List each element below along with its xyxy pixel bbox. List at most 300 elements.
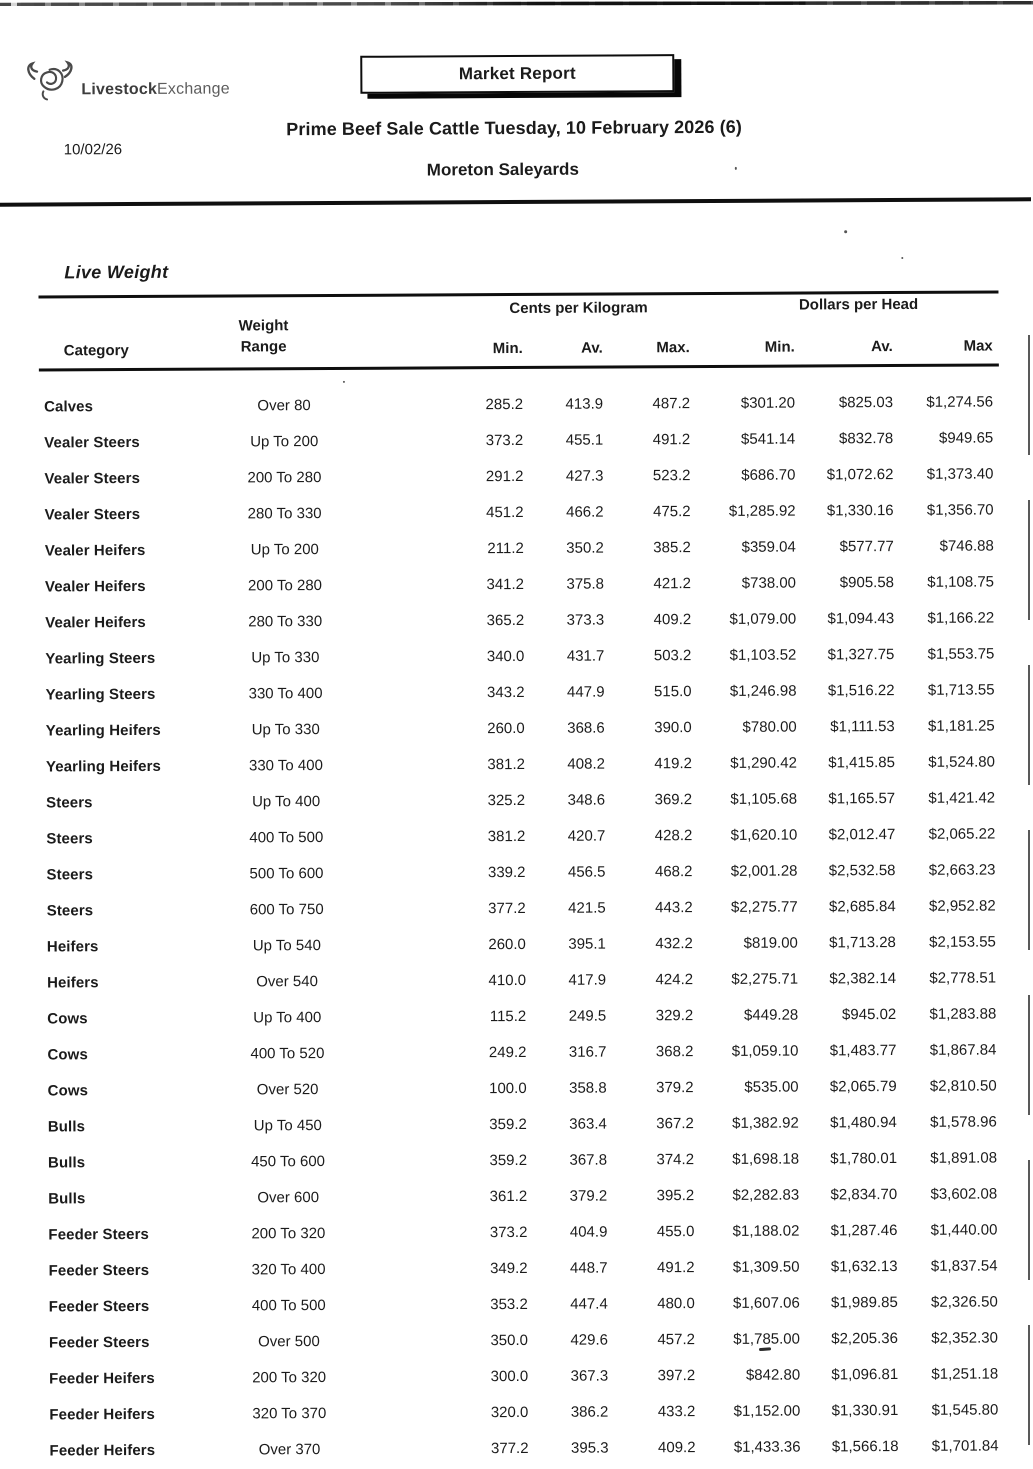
category-cell: Vealer Steers [44,505,141,523]
report-title: Prime Beef Sale Cattle Tuesday, 10 February 2026 (6) [286,116,743,140]
dph-av-cell: $1,072.62 [826,465,894,483]
weight-range-cell: Up To 540 [252,936,321,954]
cpk-min-cell: 340.0 [486,647,525,665]
table-row [42,923,1002,964]
weight-range-cell: 330 To 400 [248,684,323,702]
dph-min-cell: $2,275.71 [731,970,799,988]
dph-min-cell: $1,079.00 [729,610,797,628]
section-title-live-weight: Live Weight [64,261,169,283]
dph-av-cell: $1,483.77 [829,1041,897,1059]
cpk-av-cell: 379.2 [569,1187,608,1205]
category-cell: Steers [46,901,94,919]
dph-max-cell: $949.65 [938,429,994,447]
cpk-max-cell: 419.2 [654,754,692,772]
category-cell: Heifers [46,937,99,955]
cpk-max-cell: 523.2 [652,466,691,484]
scan-speck [844,230,847,233]
weight-range-cell: 500 To 600 [249,864,324,882]
dph-max-cell: $1,274.56 [926,393,994,411]
category-cell: Steers [46,793,93,811]
table-row [39,383,999,424]
col-header-cpk-av: Av. [581,339,603,357]
category-cell: Feeder Heifers [49,1405,156,1423]
dph-min-cell: $819.00 [743,934,798,952]
category-cell: Yearling Heifers [45,721,161,739]
cpk-av-cell: 249.5 [568,1007,607,1025]
cpk-av-cell: 431.7 [566,647,605,665]
table-row [43,1139,1003,1180]
dph-min-cell: $1,246.98 [729,682,797,700]
dph-min-cell: $535.00 [744,1078,799,1096]
table-row [43,1103,1003,1144]
dph-av-cell: $1,094.43 [827,609,895,627]
dph-av-cell: $577.77 [839,537,894,555]
table-row [44,1283,1004,1324]
weight-range-cell: Over 600 [257,1188,320,1206]
cpk-min-cell: 381.2 [487,827,526,845]
dph-min-cell: $1,290.42 [730,754,797,772]
dph-min-cell: $1,607.06 [732,1294,800,1312]
dph-av-cell: $2,065.79 [829,1077,897,1095]
table-row [40,635,1000,676]
table-row [44,1427,1004,1468]
weight-range-cell: Up To 200 [250,540,319,558]
dph-max-cell: $2,153.55 [929,932,996,951]
cpk-av-cell: 429.6 [570,1331,609,1349]
scan-speck [735,167,737,170]
cpk-max-cell: 515.0 [653,682,692,700]
category-cell: Yearling Heifers [45,757,161,775]
cpk-min-cell: 249.2 [488,1043,527,1061]
dph-av-cell: $945.02 [841,1005,897,1023]
cpk-min-cell: 373.2 [485,431,524,449]
category-cell: Feeder Steers [48,1225,149,1243]
cpk-max-cell: 432.2 [655,934,693,952]
weight-range-cell: 280 To 330 [248,612,323,630]
col-header-cpk-max: Max. [656,339,690,357]
cpk-av-cell: 367.8 [569,1151,608,1169]
dph-max-cell: $1,837.54 [930,1256,998,1275]
dph-max-cell: $1,713.55 [927,680,995,699]
dph-max-cell: $1,421.42 [928,788,996,807]
dph-min-cell: $1,382.92 [732,1114,799,1132]
category-cell: Cows [47,1081,89,1099]
col-header-range: Range [240,338,287,356]
cpk-max-cell: 369.2 [654,790,693,808]
dph-av-cell: $2,382.14 [829,969,897,987]
dph-av-cell: $1,287.46 [830,1221,898,1239]
dph-av-cell: $1,989.85 [830,1293,898,1311]
col-header-dph-av: Av. [871,338,893,356]
dph-min-cell: $541.14 [740,430,796,448]
dph-av-cell: $2,205.36 [831,1329,898,1347]
cpk-min-cell: 285.2 [485,395,524,413]
table-row [40,563,1000,604]
cpk-min-cell: 291.2 [485,467,524,485]
dph-min-cell: $2,275.77 [730,898,798,916]
cpk-av-cell: 447.9 [566,683,605,701]
dph-min-cell: $1,152.00 [733,1402,801,1420]
dph-max-cell: $1,524.80 [928,752,995,771]
dph-av-cell: $1,096.81 [831,1365,899,1383]
category-cell: Vealer Heifers [44,541,146,559]
cpk-max-cell: 397.2 [657,1366,696,1384]
dph-av-cell: $1,632.13 [830,1257,898,1275]
cpk-min-cell: 100.0 [489,1079,527,1097]
weight-range-cell: 200 To 320 [252,1368,327,1386]
cpk-av-cell: 363.4 [569,1115,607,1133]
weight-range-cell: Over 500 [258,1332,320,1350]
cpk-min-cell: 381.2 [487,755,525,773]
category-cell: Cows [47,1009,88,1027]
weight-range-cell: 400 To 520 [250,1044,325,1062]
dph-max-cell: $2,352.30 [931,1328,998,1347]
dph-max-cell: $1,553.75 [927,644,995,663]
cpk-max-cell: 503.2 [653,646,692,664]
dph-av-cell: $1,566.18 [831,1437,899,1455]
cpk-min-cell: 260.0 [488,935,526,953]
cpk-max-cell: 480.0 [657,1294,695,1312]
category-cell: Bulls [48,1189,86,1207]
dph-max-cell: $1,251.18 [931,1364,999,1383]
dph-max-cell: $2,778.51 [929,968,997,987]
brand-text [81,81,230,104]
dph-av-cell: $832.78 [838,429,894,447]
cpk-max-cell: 487.2 [652,394,691,412]
dph-min-cell: $1,059.10 [731,1042,799,1060]
group-header-cents-per-kilogram: Cents per Kilogram [509,299,648,318]
cpk-av-cell: 417.9 [568,971,607,989]
dph-av-cell: $1,713.28 [829,933,896,951]
cpk-min-cell: 325.2 [487,791,526,809]
dph-max-cell: $2,810.50 [929,1076,997,1095]
scan-speck [901,257,903,259]
table-row [40,671,1000,712]
cpk-min-cell: 365.2 [486,611,525,629]
dph-min-cell: $780.00 [742,718,797,736]
dph-av-cell: $1,330.91 [831,1401,899,1419]
table-header [39,293,999,368]
weight-range-cell: Over 370 [258,1440,321,1458]
table-row [42,887,1002,928]
cpk-av-cell: 427.3 [565,467,604,485]
weight-range-cell: 320 To 370 [252,1404,327,1422]
cpk-min-cell: 451.2 [486,503,524,521]
dph-max-cell: $1,578.96 [930,1112,997,1131]
table-row [40,599,1000,640]
dph-max-cell: $2,952.82 [928,896,996,915]
weight-range-cell: 320 To 400 [251,1260,326,1278]
dph-av-cell: $2,012.47 [828,825,896,843]
weight-range-cell: Over 520 [256,1080,319,1098]
dph-min-cell: $1,188.02 [732,1222,800,1240]
weight-range-cell: 450 To 600 [250,1152,326,1170]
table-row [41,851,1001,892]
cpk-av-cell: 350.2 [566,539,604,557]
table-row [40,491,1000,532]
table-row [41,815,1001,856]
cpk-av-cell: 413.9 [565,395,604,413]
dph-max-cell: $1,545.80 [931,1400,999,1419]
category-cell: Steers [46,829,93,847]
weight-range-cell: Up To 330 [251,720,320,738]
dph-av-cell: $1,330.16 [826,501,894,519]
dph-max-cell: $1,373.40 [926,465,994,483]
cpk-av-cell: 404.9 [569,1223,608,1241]
weight-range-cell: 600 To 750 [249,900,324,918]
weight-range-cell: Up To 330 [251,648,320,666]
cpk-max-cell: 491.2 [656,1258,695,1276]
dph-min-cell: $1,620.10 [730,826,798,844]
cpk-av-cell: 368.6 [567,719,605,737]
dph-av-cell: $1,780.01 [830,1149,898,1167]
col-header-weight: Weight [238,316,289,334]
dph-max-cell: $746.88 [939,537,994,555]
dph-min-cell: $2,282.83 [732,1186,800,1204]
dph-max-cell: $1,891.08 [930,1148,998,1167]
cpk-min-cell: 353.2 [490,1295,528,1313]
category-cell: Vealer Steers [44,433,140,451]
dph-max-cell: $2,065.22 [928,824,996,843]
table-row [41,707,1001,748]
table-row [43,1211,1003,1252]
col-header-weight-range [239,315,289,359]
dph-max-cell: $1,283.88 [929,1004,997,1023]
table-row [43,1247,1003,1288]
cpk-max-cell: 368.2 [655,1042,694,1060]
cpk-min-cell: 260.0 [487,719,525,737]
weight-range-cell: Up To 450 [253,1116,322,1134]
dph-min-cell: $1,785.00 [733,1330,801,1348]
cpk-min-cell: 359.2 [489,1151,528,1169]
cpk-max-cell: 395.2 [656,1186,695,1204]
cpk-min-cell: 343.2 [486,683,525,701]
scanner-edge-artifact-right [1028,335,1030,1459]
cpk-av-cell: 466.2 [566,503,604,521]
category-cell: Heifers [47,973,99,991]
table-row [44,1391,1004,1432]
cpk-min-cell: 339.2 [487,863,526,881]
bull-head-icon [25,58,79,104]
table-body [39,366,1005,1468]
dph-min-cell: $1,103.52 [729,646,797,664]
category-cell: Bulls [47,1117,86,1135]
cpk-av-cell: 367.3 [570,1367,609,1385]
dph-min-cell: $1,285.92 [728,502,796,520]
dph-av-cell: $1,165.57 [828,789,896,807]
market-report-label: Market Report [458,63,576,84]
cpk-min-cell: 349.2 [489,1259,528,1277]
dph-min-cell: $1,433.36 [733,1438,801,1456]
dph-av-cell: $2,685.84 [828,897,896,915]
dph-min-cell: $738.00 [741,574,797,592]
category-cell: Vealer Steers [44,469,141,487]
dph-max-cell: $1,356.70 [926,501,994,519]
cpk-av-cell: 375.8 [566,575,605,593]
dph-max-cell: $1,701.84 [931,1436,999,1455]
cpk-av-cell: 358.8 [569,1079,607,1097]
cpk-max-cell: 421.2 [653,574,692,592]
dph-max-cell: $2,663.23 [928,860,996,879]
category-cell: Calves [44,397,94,415]
dph-av-cell: $1,327.75 [827,645,895,663]
dph-min-cell: $842.80 [745,1366,801,1384]
dph-max-cell: $1,181.25 [927,716,995,735]
table-row [44,1319,1004,1360]
dph-max-cell: $1,440.00 [930,1220,998,1239]
cpk-max-cell: 475.2 [653,502,691,520]
weight-range-cell: 200 To 280 [247,468,322,486]
cpk-max-cell: 443.2 [655,898,693,916]
cpk-min-cell: 300.0 [490,1367,529,1385]
category-cell: Feeder Heifers [49,1441,156,1459]
live-weight-table [38,290,1004,1468]
category-cell: Vealer Heifers [45,613,146,631]
col-header-cpk-min: Min. [492,339,523,358]
dph-max-cell: $1,108.75 [927,572,995,591]
cpk-max-cell: 374.2 [656,1150,695,1168]
category-cell: Cows [47,1045,88,1063]
cpk-max-cell: 409.2 [653,610,692,628]
dph-av-cell: $1,111.53 [830,717,895,735]
weight-range-cell: 280 To 330 [247,504,322,522]
weight-range-cell: Up To 400 [252,792,321,810]
cpk-max-cell: 491.2 [652,430,691,448]
category-cell: Feeder Steers [48,1333,150,1351]
group-header-dollars-per-head: Dollars per Head [798,295,919,314]
cpk-max-cell: 468.2 [654,862,693,880]
cpk-av-cell: 456.5 [567,863,606,881]
cpk-min-cell: 361.2 [489,1187,528,1205]
cpk-av-cell: 408.2 [567,755,605,773]
weight-range-cell: Up To 200 [250,432,319,450]
brand-text-bold: Livestock [81,80,158,99]
weight-range-cell: Up To 400 [253,1008,322,1026]
table-row [42,1031,1002,1072]
cpk-min-cell: 320.0 [490,1403,529,1421]
cpk-max-cell: 379.2 [656,1078,694,1096]
weight-range-cell: 400 To 500 [249,828,324,846]
brand-text-light: Exchange [156,80,230,98]
weight-range-cell: 330 To 400 [248,756,323,774]
cpk-min-cell: 350.0 [490,1331,529,1349]
category-cell: Steers [46,865,94,883]
dph-av-cell: $2,834.70 [830,1185,898,1203]
cpk-max-cell: 367.2 [656,1114,694,1132]
table-row [43,1067,1003,1108]
dph-max-cell: $2,326.50 [930,1292,998,1311]
cpk-max-cell: 433.2 [657,1402,696,1420]
category-cell: Feeder Steers [48,1261,150,1279]
cpk-av-cell: 386.2 [570,1403,609,1421]
table-row [40,527,1000,568]
dph-min-cell: $301.20 [740,394,796,412]
header-divider [0,197,1031,206]
cpk-max-cell: 455.0 [656,1222,695,1240]
cpk-av-cell: 373.3 [566,611,605,629]
cpk-av-cell: 395.3 [570,1439,609,1457]
table-row [43,1175,1003,1216]
dph-av-cell: $1,415.85 [828,753,895,771]
weight-range-cell: 200 To 280 [247,576,323,594]
category-cell: Bulls [47,1153,86,1171]
dph-max-cell: $3,602.08 [930,1184,998,1203]
cpk-max-cell: 428.2 [654,826,693,844]
table-row [41,743,1001,784]
table-row [41,779,1001,820]
scan-speck [343,381,345,383]
dph-min-cell: $1,698.18 [732,1150,800,1168]
col-header-dph-min: Min. [764,338,795,356]
cpk-min-cell: 377.2 [488,899,526,917]
col-header-category: Category [63,342,129,360]
table-row [39,455,999,496]
table-row [42,959,1002,1000]
cpk-min-cell: 410.0 [488,971,527,989]
cpk-min-cell: 115.2 [489,1007,527,1025]
market-report-badge [360,54,674,94]
cpk-min-cell: 377.2 [490,1439,529,1457]
cpk-av-cell: 421.5 [568,899,606,917]
cpk-av-cell: 448.7 [569,1259,608,1277]
dph-min-cell: $359.04 [741,538,796,556]
weight-range-cell: Over 540 [256,972,318,990]
dph-min-cell: $1,105.68 [730,790,798,808]
cpk-min-cell: 373.2 [489,1223,528,1241]
category-cell: Feeder Steers [48,1297,150,1315]
cpk-max-cell: 457.2 [657,1330,696,1348]
cpk-max-cell: 385.2 [653,538,691,556]
table-row [39,419,999,460]
category-cell: Feeder Heifers [49,1369,155,1387]
dph-max-cell: $1,867.84 [929,1040,997,1059]
cpk-min-cell: 359.2 [489,1115,527,1133]
dph-min-cell: $2,001.28 [730,862,798,880]
cpk-av-cell: 420.7 [567,827,606,845]
dph-max-cell: $1,166.22 [927,608,995,627]
cpk-av-cell: 395.1 [568,935,606,953]
cpk-av-cell: 455.1 [565,431,604,449]
table-row [42,995,1002,1036]
category-cell: Yearling Steers [45,649,156,667]
dph-av-cell: $2,532.58 [828,861,896,879]
cpk-max-cell: 390.0 [654,718,692,736]
dph-min-cell: $686.70 [741,466,796,484]
table-row [44,1355,1004,1396]
cpk-max-cell: 409.2 [657,1438,696,1456]
weight-range-cell: 200 To 320 [251,1224,326,1242]
category-cell: Vealer Heifers [44,577,146,595]
category-cell: Yearling Steers [45,685,156,703]
weight-range-cell: Over 80 [257,396,311,414]
dph-av-cell: $905.58 [839,573,895,591]
cpk-av-cell: 316.7 [568,1043,607,1061]
dph-av-cell: $1,516.22 [827,681,895,699]
cpk-min-cell: 211.2 [487,539,524,557]
saleyard-name: Moreton Saleyards [426,159,579,180]
dph-min-cell: $1,309.50 [732,1258,800,1276]
cpk-max-cell: 424.2 [655,970,694,988]
report-date: 10/02/26 [63,141,123,159]
cpk-av-cell: 348.6 [567,791,606,809]
cpk-av-cell: 447.4 [570,1295,608,1313]
dph-av-cell: $825.03 [838,393,894,411]
dph-min-cell: $449.28 [743,1006,799,1024]
dph-av-cell: $1,480.94 [830,1113,897,1131]
cpk-max-cell: 329.2 [655,1006,694,1024]
cpk-min-cell: 341.2 [486,575,525,593]
livestock-exchange-logo [25,57,230,104]
